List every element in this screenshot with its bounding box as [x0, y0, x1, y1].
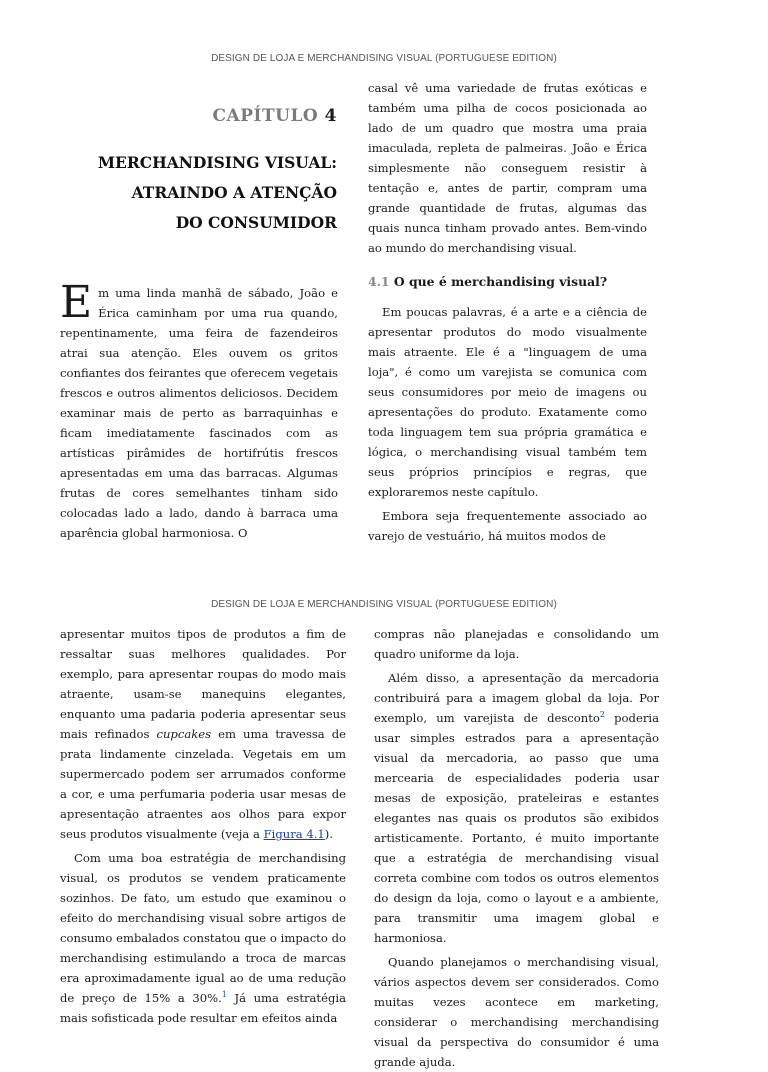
- page2-right-paragraph-1: compras não planejadas e consolidando um quadro uniforme da loja.: [374, 627, 659, 661]
- section-number: 4.1: [368, 274, 390, 289]
- emphasis-cupcakes: cupcakes: [156, 727, 212, 741]
- text-run: poderia usar simples estrados para a apresentação visual da mercadoria, ao passo que uma mercearia de especialidades poderia usar mesas de exposição, prateleiras e estantes elegantes nas quais os produtos são exibidos artisticamente. Portanto, é muito importante que a estratégia de merchandising visual correta combine com todos os outros elementos do design da loja, como o layout e a ambiente, para transmitir uma imagem global e harmoniosa.: [374, 711, 659, 945]
- footnote-2-link[interactable]: 2: [599, 710, 605, 720]
- page1-left-column: [60, 277, 338, 543]
- section-title: O que é merchandising visual?: [393, 274, 608, 289]
- section-paragraph-2: Embora seja frequentemente associado ao varejo de vestuário, há muitos modos de: [368, 509, 647, 543]
- page2-left-column: [60, 624, 346, 1028]
- drop-cap: E: [60, 277, 93, 328]
- text-run: em uma travessa de prata lindamente cinzelada. Vegetais em um supermercado podem ser arrumados conforme a cor, e uma perfumaria poderia usar mesas de apresentação atraentes aos olhos para expor seus produtos visualmente (veja a: [60, 727, 346, 841]
- section-paragraph-1: Em poucas palavras, é a arte e a ciência de apresentar produtos do modo visualmente mais atraente. Ele é a "linguagem de uma loja", é como um varejista se comunica com seus consumidores por meio de imagens ou apresentações do produto. Exatamente como toda linguagem tem sua própria gramática e lógica, o merchandising visual também tem seus próprios princípios e regras, que exploraremos neste capítulo.: [368, 305, 647, 499]
- running-head-page2: DESIGN DE LOJA E MERCHANDISING VISUAL (PORTUGUESE EDITION): [211, 599, 557, 610]
- footnote-1-link[interactable]: 1: [221, 990, 227, 1000]
- running-head-page1: DESIGN DE LOJA E MERCHANDISING VISUAL (PORTUGUESE EDITION): [211, 53, 557, 64]
- chapter-title-line-1: MERCHANDISING VISUAL:: [97, 153, 337, 172]
- chapter-label: [213, 106, 337, 126]
- text-run: ).: [324, 827, 334, 841]
- page1-right-column: [368, 78, 647, 546]
- text-run: Com uma boa estratégia de merchandising visual, os produtos se vendem praticamente sozinhos. De fato, um estudo que examinou o efeito do merchandising visual sobre artigos de consumo embalados constatou que o impacto do merchandising estimulando a troca de marcas era aproximadamente igual ao de uma redução de preço de 15% a 30%.: [60, 851, 346, 1005]
- chapter-word: CAPÍTULO: [212, 106, 319, 126]
- page2-right-paragraph-3: Quando planejamos o merchandising visual, vários aspectos devem ser considerados. Como muitas vezes acontece em marketing, considerar o merchandising merchandising visual da perspectiva do consumidor é uma grande ajuda.: [374, 955, 659, 1069]
- continued-paragraph: casal vê uma variedade de frutas exóticas e também uma pilha de cocos posicionada ao lado de um quadro que mostra uma praia imaculada, repleta de palmeiras. João e Érica simplesmente não conseguem resistir à tentação e, antes de partir, compram uma grande quantidade de frutas, algumas das quais nunca tinham provado antes. Bem-vindo ao mundo do merchandising visual.: [368, 81, 647, 255]
- opening-paragraph: [60, 277, 338, 543]
- text-run: Além disso, a apresentação da mercadoria contribuirá para a imagem global da loja. Por exemplo, um varejista de desconto: [374, 671, 659, 725]
- page2-right-column: [374, 624, 659, 1072]
- page2-left-paragraph-1: [60, 624, 346, 844]
- opening-paragraph-text: m uma linda manhã de sábado, João e Érica caminham por uma rua quando, repentinamente, uma feira de fazendeiros atrai sua atenção. Eles ouvem os gritos confiantes dos feirantes que oferecem vegetais frescos e outros alimentos deliciosos. Decidem examinar mais de perto as barraquinhas e ficam imediatamente fascinados com as artísticas pirâmides de hortifrútis frescos apresentadas em uma das barracas. Algumas frutas de cores semelhantes tinham sido colocadas lado a lado, dando à barraca uma aparência global harmoniosa. O: [60, 286, 338, 540]
- chapter-title-line-3: DO CONSUMIDOR: [175, 213, 337, 232]
- text-run: apresentar muitos tipos de produtos a fim de ressaltar suas melhores qualidades. Por exemplo, para apresentar roupas do modo mais atraente, usam-se manequins elegantes, enquanto uma padaria poderia apresentar seus mais refinados: [60, 627, 346, 741]
- page2-right-paragraph-2: [374, 668, 659, 948]
- chapter-title-line-2: ATRAINDO A ATENÇÃO: [131, 183, 337, 202]
- text-run: Já uma estratégia mais sofisticada pode resultar em efeitos ainda: [60, 991, 346, 1025]
- chapter-title: [37, 148, 337, 238]
- section-heading: [368, 272, 647, 292]
- figure-4-1-link[interactable]: Figura 4.1: [263, 827, 325, 841]
- chapter-number: 4: [324, 106, 337, 126]
- page2-left-paragraph-2: [60, 848, 346, 1028]
